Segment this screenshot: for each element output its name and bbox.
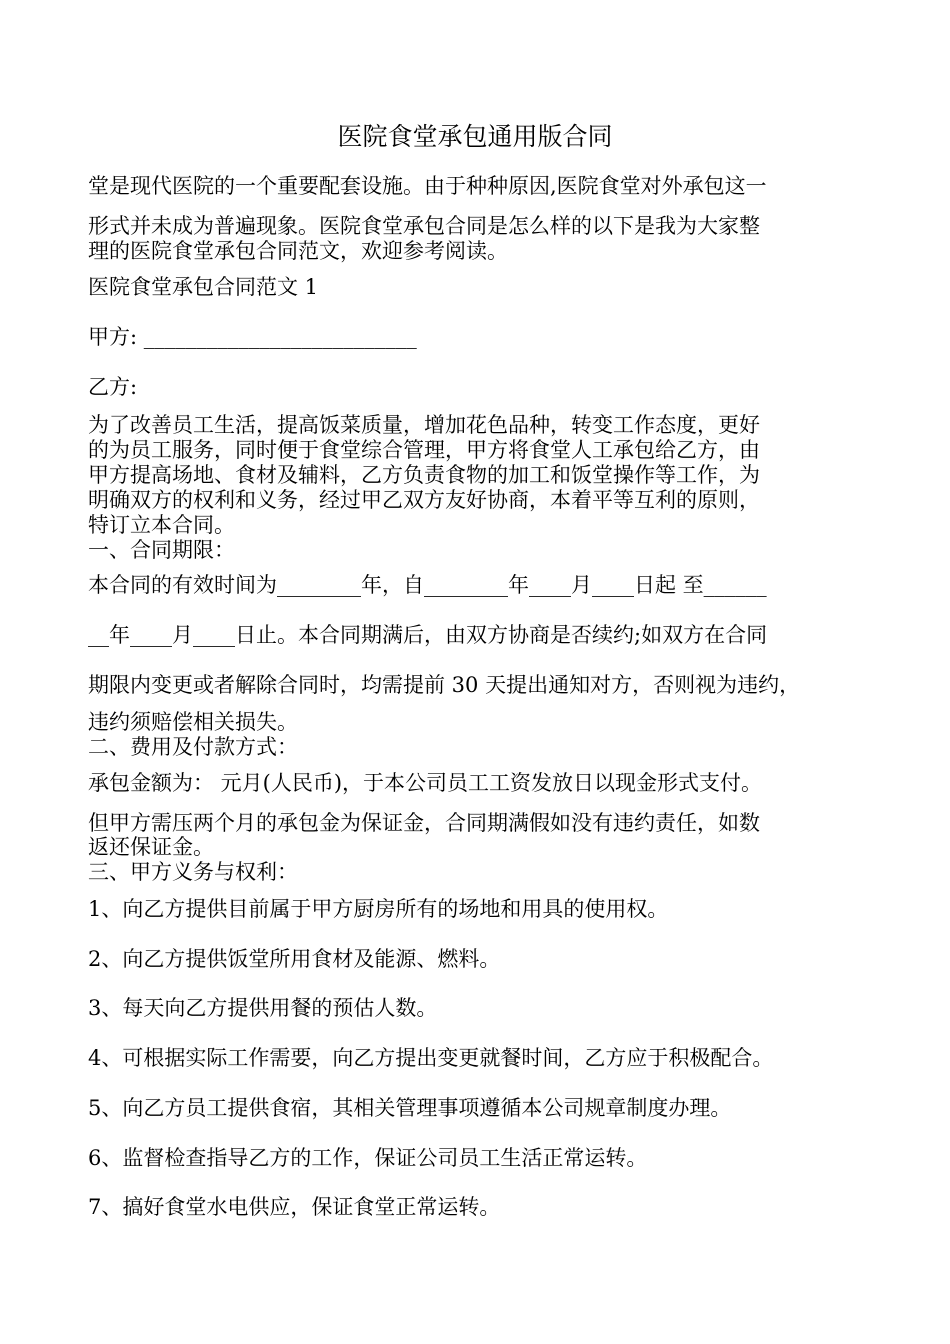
duty-item-3: 3、每天向乙方提供用餐的预估人数。	[88, 996, 438, 1020]
section-1-heading: 一、合同期限：	[88, 538, 235, 562]
term-line-3: 期限内变更或者解除合同时，均需提前 30 天提出通知对方，否则视为违约，	[88, 673, 801, 697]
preamble-line-5: 特订立本合同。	[88, 513, 235, 537]
fee-line-3: 返还保证金。	[88, 835, 214, 859]
intro-line-2: 形式并未成为普遍现象。医院食堂承包合同是怎么样的以下是我为大家整	[88, 214, 760, 238]
duty-item-6: 6、监督检查指导乙方的工作，保证公司员工生活正常运转。	[88, 1146, 648, 1170]
term-line-2: __年____月____日止。本合同期满后，由双方协商是否续约;如双方在合同	[88, 623, 768, 647]
section-3-heading: 三、甲方义务与权利：	[88, 860, 298, 884]
section-2-heading: 二、费用及付款方式：	[88, 735, 298, 759]
document-title: 医院食堂承包通用版合同	[337, 122, 613, 151]
fee-line-2: 但甲方需压两个月的承包金为保证金，合同期满假如没有违约责任，如数	[88, 811, 760, 835]
fee-line-1: 承包金额为： 元月(人民币)，于本公司员工工资发放日以现金形式支付。	[88, 771, 763, 795]
duty-item-1: 1、向乙方提供目前属于甲方厨房所有的场地和用具的使用权。	[88, 897, 669, 921]
term-line-1: 本合同的有效时间为________年，自________年____月____日起 至______	[88, 573, 767, 597]
term-line-4: 违约须赔偿相关损失。	[88, 710, 298, 734]
duty-item-2: 2、向乙方提供饭堂所用食材及能源、燃料。	[88, 947, 501, 971]
intro-line-1: 堂是现代医院的一个重要配套设施。由于种种原因,医院食堂对外承包这一	[88, 174, 767, 198]
intro-line-3: 理的医院食堂承包合同范文，欢迎参考阅读。	[88, 239, 508, 263]
preamble-line-4: 明确双方的权利和义务，经过甲乙双方友好协商，本着平等互利的原则，	[88, 488, 760, 512]
party-b-line: 乙方:	[88, 375, 138, 399]
preamble-line-1: 为了改善员工生活，提高饭菜质量，增加花色品种，转变工作态度，更好	[88, 413, 760, 437]
party-a-line: 甲方: __________________________	[88, 325, 417, 349]
preamble-line-3: 甲方提高场地、食材及辅料，乙方负责食物的加工和饭堂操作等工作，为	[88, 463, 760, 487]
duty-item-7: 7、搞好食堂水电供应，保证食堂正常运转。	[88, 1195, 501, 1219]
duty-item-4: 4、可根据实际工作需要，向乙方提出变更就餐时间，乙方应于积极配合。	[88, 1046, 774, 1070]
preamble-line-2: 的为员工服务，同时便于食堂综合管理，甲方将食堂人工承包给乙方，由	[88, 438, 760, 462]
duty-item-5: 5、向乙方员工提供食宿，其相关管理事项遵循本公司规章制度办理。	[88, 1096, 732, 1120]
section-heading-sample: 医院食堂承包合同范文 1	[88, 275, 319, 299]
